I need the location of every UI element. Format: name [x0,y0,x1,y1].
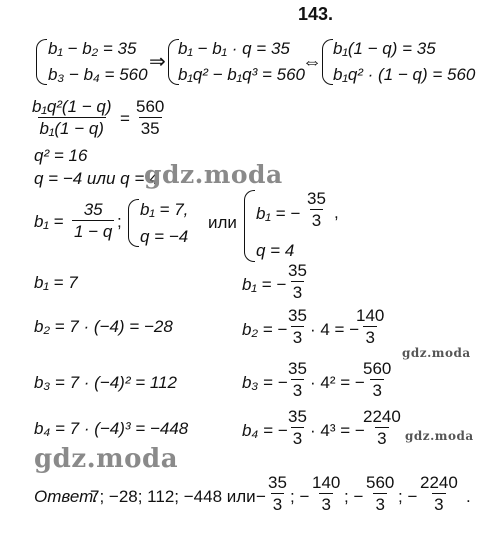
answer-fraction-1 [266,474,289,513]
q-squared-line: q² = 16 [34,146,88,165]
answer-numerator-3: 560 [366,473,395,492]
problem-number: 143. [298,4,334,24]
right-b4-fraction-2 [361,408,403,447]
left-b2: b₂ = 7 · (−4) = −28 [34,317,173,336]
right-b1-denominator: 3 [292,283,303,302]
ratio-denominator: b₁(1 − q) [39,119,104,138]
right-b2-fraction-2 [354,307,386,346]
b1-expression-separator: ; [117,212,122,231]
system-b-eq1-fraction [305,190,328,229]
answer-denominator-4: 3 [434,495,444,514]
right-b1-fraction [286,262,309,301]
brace-system-3 [322,39,333,85]
right-b2-denominator-2: 3 [365,328,375,347]
or-word: или [208,213,237,232]
system-b-eq2: q = 4 [256,241,295,260]
right-b1-lhs: b₁ = − [242,275,287,294]
right-b4-fraction-1 [286,408,309,447]
ratio-equals: = [120,109,130,128]
answer-fraction-4 [418,474,460,513]
answer-separator-1: ; − [290,487,310,506]
answer-denominator-1: 3 [272,495,283,514]
system2-eq2: b₁q² − b₁q³ = 560 [178,65,305,84]
right-b2-denominator-1: 3 [292,328,303,347]
right-b4-numerator-2: 2240 [363,407,401,426]
system3-eq1: b₁(1 − q) = 35 [333,39,436,58]
answer-numerator-1: 35 [268,473,287,492]
answer-sign-1: − [256,487,266,506]
implies-arrow: ⇒ [149,51,166,73]
answer-numerator-4: 2240 [420,473,458,492]
system2-eq1: b₁ − b₁ · q = 35 [178,39,290,58]
right-b2-mid: · 4 = − [310,320,360,339]
right-b2-fraction-1 [286,307,309,346]
b1-expression-numerator: 35 [83,200,103,219]
right-b3-numerator-1: 35 [288,359,307,378]
system-b-denominator: 3 [311,211,322,230]
system3-eq2: b₁q² · (1 − q) = 560 [333,65,476,84]
right-b4-denominator-2: 3 [377,429,387,448]
right-b4-numerator-1: 35 [288,407,307,426]
answer-label: Ответ: [34,487,99,506]
brace-system-b [244,190,255,262]
left-b4: b₄ = 7 · (−4)³ = −448 [34,419,189,438]
watermark-small-1: gdz.moda [402,346,471,360]
right-b3-fraction-2 [361,360,393,399]
watermark-large-bottom: gdz.moda [34,444,179,474]
ratio-right-denominator: 35 [140,119,160,138]
right-b3-denominator-2: 3 [372,381,382,400]
right-b2-numerator-1: 35 [288,306,307,325]
answer-end: . [466,487,471,506]
answer-denominator-3: 3 [375,495,385,514]
ratio-left-fraction [30,98,114,137]
right-b4-denominator-1: 3 [292,429,303,448]
watermark-large-top: gdz.moda [144,160,283,189]
right-b2-lhs: b₂ = − [242,320,288,339]
system1-eq1: b₁ − b₂ = 35 [48,39,137,58]
right-b3-numerator-2: 560 [363,359,392,378]
right-b4-lhs: b₄ = − [242,421,288,440]
ratio-right-numerator: 560 [136,97,165,116]
brace-system-1 [36,39,47,85]
watermark-small-2: gdz.moda [405,429,474,443]
b1-expression-fraction [72,201,114,240]
answer-separator-3: ; − [398,487,418,506]
left-b3: b₃ = 7 · (−4)² = 112 [34,373,177,392]
answer-fraction-3 [364,474,396,513]
right-b3-denominator-1: 3 [292,381,303,400]
system-a-eq1: b₁ = 7, [140,200,189,219]
right-b3-lhs: b₃ = − [242,373,288,392]
brace-system-a [128,199,139,247]
right-b3-mid: · 4² = − [310,373,365,392]
left-b1: b₁ = 7 [34,273,78,292]
system-b-numerator: 35 [307,189,326,208]
right-b2-numerator-2: 140 [356,306,385,325]
answer-separator-2: ; − [344,487,364,506]
right-b1-numerator: 35 [288,261,307,280]
b1-expression-denominator: 1 − q [74,222,113,241]
q-values-line: q = −4 или q = 4 [34,169,159,188]
system1-eq2: b₃ − b₄ = 560 [48,65,148,84]
answer-values: 7; −28; 112; −448 или [90,487,256,506]
answer-fraction-2 [310,474,342,513]
ratio-right-fraction [134,98,166,137]
equivalence-arrow: ⇔ [302,51,322,73]
answer-denominator-2: 3 [321,495,331,514]
answer-numerator-2: 140 [312,473,341,492]
system-b-eq1-lhs: b₁ = − [256,204,301,223]
right-b4-mid: · 4³ = − [310,421,365,440]
right-b3-fraction-1 [286,360,309,399]
ratio-numerator: b₁q²(1 − q) [32,97,112,116]
b1-expression-lhs: b₁ = [34,212,64,231]
system-a-eq2: q = −4 [140,227,189,246]
system-b-comma: , [334,203,339,222]
